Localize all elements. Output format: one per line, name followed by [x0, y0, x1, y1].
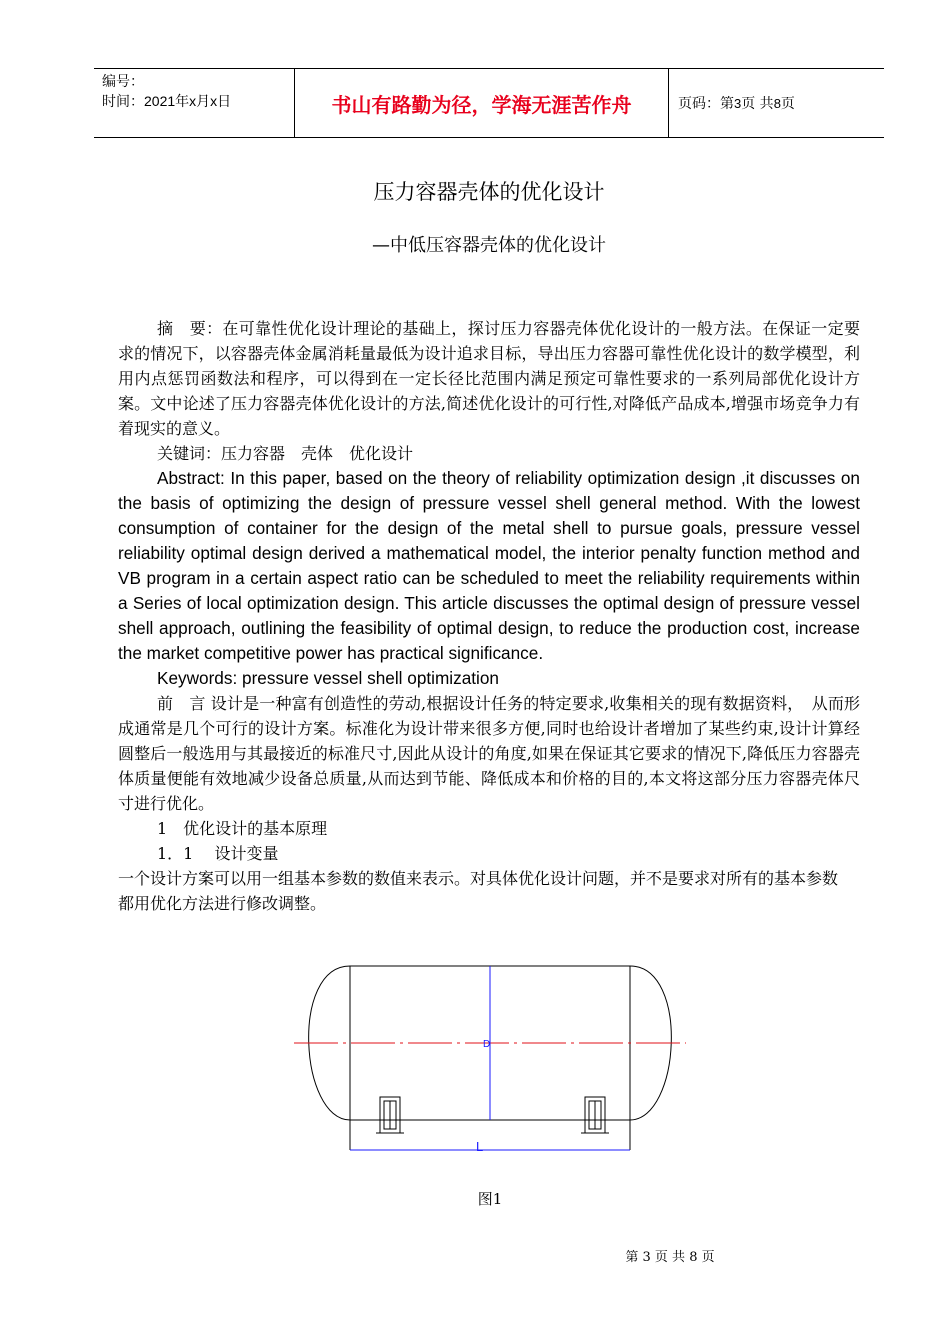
page-footer: 第 3 页 共 8 页 [625, 1250, 715, 1265]
figure-caption: 图1 [477, 1190, 503, 1208]
body-paragraph: 一个设计方案可以用一组基本参数的数值来表示。对具体优化设计问题，并不是要求对所有的基本参数都用优化方法进行修改调整。 [118, 869, 839, 913]
subsection-heading: 1．1 设计变量 [157, 844, 279, 863]
document-title: 压力容器壳体的优化设计 [373, 180, 605, 204]
abstract-english: Abstract: In this paper, based on the theory of reliability optimization design ,it discusses on the basis of optimizing the design of pressure vessel shell general method. With the lowest consumption of container for the design of the metal shell to pursue goals, pressure vessel reliability optimal design derived a mathematical model, the interior penalty function method and VB program in a certain aspect ratio can be scheduled to meet the reliability requirements within a Series of local optimization design. This article discusses the optimal design of pressure vessel shell approach, outlining the feasibility of optimal design, to reduce the production cost, increase the market competitive power has practical significance. [118, 468, 860, 663]
page-mid: 页 共 [741, 96, 774, 112]
page-end: 页 [780, 96, 795, 112]
header-info [102, 71, 292, 111]
header-divider [668, 69, 669, 137]
page-total: 8 [773, 96, 781, 111]
diameter-label: D [483, 1039, 491, 1050]
page-label: 页码：第 [678, 96, 734, 112]
pressure-vessel-figure [290, 960, 690, 1160]
document-subtitle: —中低压容器壳体的优化设计 [372, 235, 606, 256]
preface-paragraph: 前 言 设计是一种富有创造性的劳动,根据设计任务的特定要求,收集相关的现有数据资料， 从而形成通常是几个可行的设计方案。标准化为设计带来很多方便,同时也给设计者增加了某些约束,设计计算经圆整后一般选用与其最接近的标准尺寸,因此从设计的角度,如果在保证其它要求的情况下,降低压力容器壳体质量便能有效地减少设备总质量,从而达到节能、降低成本和价格的目的,本文将这部分压力容器壳体尺寸进行优化。 [118, 694, 860, 813]
section-heading: 1 优化设计的基本原理 [157, 819, 328, 838]
keywords-english: Keywords: pressure vessel shell optimization [157, 668, 499, 688]
document-body [118, 316, 860, 916]
keywords-chinese: 关键词：压力容器 壳体 优化设计 [157, 444, 414, 463]
header-page-info [678, 93, 795, 113]
header-date: 时间：2021年x月x日 [102, 93, 232, 109]
page-header [94, 68, 884, 138]
length-label: L [476, 1139, 484, 1154]
serial-number-label: 编号： [102, 73, 144, 89]
right-saddle-support [581, 1097, 609, 1133]
abstract-chinese: 摘 要：在可靠性优化设计理论的基础上，探讨压力容器壳体优化设计的一般方法。在保证一定要求的情况下，以容器壳体金属消耗量最低为设计追求目标，导出压力容器可靠性优化设计的数学模型，利用内点惩罚函数法和程序，可以得到在一定长径比范围内满足预定可靠性要求的一系列局部优化设计方案。文中论述了压力容器壳体优化设计的方法,简述优化设计的可行性,对降低产品成本,增强市场竞争力有着现实的意义。 [118, 319, 860, 438]
header-motto: 书山有路勤为径，学海无涯苦作舟 [331, 93, 632, 117]
page-number: 3 [734, 96, 742, 111]
left-saddle-support [376, 1097, 404, 1133]
